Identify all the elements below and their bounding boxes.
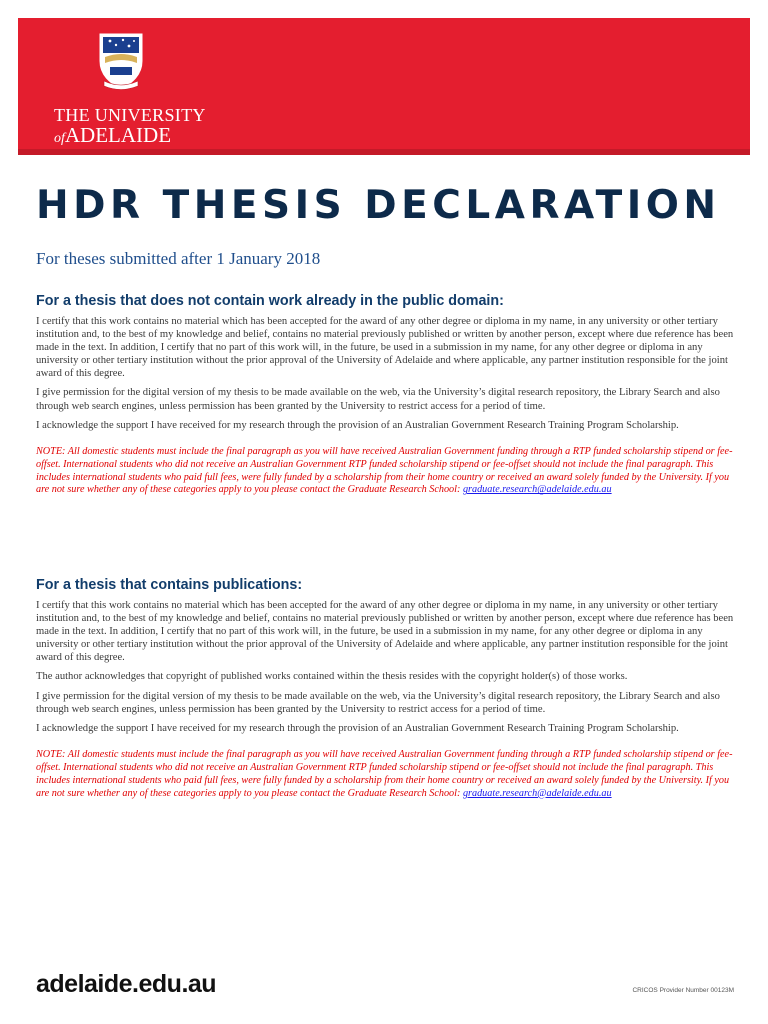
declaration-paragraph: I give permission for the digital version of my thesis to be made available on the web, via the University’s digital research repository, the Library Search and also through web search engines, unless permission has been granted by the University to restrict access for a period of time. [36,690,720,715]
declaration-paragraph: I certify that this work contains no material which has been accepted for the award of any other degree or diploma in my name, in any university or other tertiary institution and, to the best of my knowledge and belief, contains no material previously published or written by another person, except where due reference has been made in the text. In addition, I certify that no part of this work will, in the future, be used in a submission in my name, for any other degree or diploma in any university or other tertiary institution without the prior approval of the University of Adelaide and where applicable, any partner institution responsible for the joint award of this degree. [36,316,734,380]
section-public-domain [36,293,736,497]
note-paragraph [36,446,736,498]
university-name-line2 [54,125,206,146]
declaration-paragraph: I acknowledge the support I have received for my research through the provision of an Australian Government Research Training Program Scholarship. [36,722,679,734]
email-link[interactable]: graduate.research@adelaide.edu.au [462,787,612,799]
banner-bottom-stripe [18,149,750,155]
footer-website-url: adelaide.edu.au [36,970,217,998]
declaration-paragraph: I give permission for the digital version of my thesis to be made available on the web, via the University’s digital research repository, the Library Search and also through web search engines, unless permission has been granted by the University to restrict access for a period of time. [36,387,720,412]
declaration-paragraph: I certify that this work contains no material which has been accepted for the award of any other degree or diploma in my name, in any university or other tertiary institution and, to the best of my knowledge and belief, contains no material previously published or written by another person, except where due reference has been made in the text. In addition, I certify that no part of this work will, in the future, be used in a submission in my name, for any other degree or diploma in any university or other tertiary institution without the prior approval of the University of Adelaide and where applicable, any partner institution responsible for the joint award of this degree. [36,600,734,664]
page-title: HDR THESIS DECLARATION [36,183,721,228]
note-text: NOTE: All domestic students must include the final paragraph as you will have received Australian Government funding through a RTP funded scholarship stipend or fee-offset. International students who did not receive an Australian Government RTP funded scholarship stipend or fee-offset should not include the final paragraph. This includes international students who paid full fees, were fully funded by a scholarship from their home country or received an award solely funded by the University. If you are not sure whether any of these categories apply to you please contact the Graduate Research School: [36,748,733,799]
header-banner [18,18,750,155]
university-name-of: of [54,131,65,146]
cricos-provider-number: CRICOS Provider Number 00123M [632,987,734,994]
email-link[interactable]: graduate.research@adelaide.edu.au [462,484,612,496]
note-paragraph [36,749,736,801]
university-name-line1: THE UNIVERSITY [54,105,206,125]
section-publications [36,577,736,800]
declaration-paragraph: The author acknowledges that copyright of published works contained within the thesis resides with the copyright holder(s) of those works. [36,671,628,683]
page-subtitle: For theses submitted after 1 January 2018 [36,249,321,268]
declaration-paragraph: I acknowledge the support I have received for my research through the provision of an Australian Government Research Training Program Scholarship. [36,419,679,431]
university-crest-icon [96,31,146,93]
section-heading: For a thesis that does not contain work already in the public domain: [36,293,504,309]
university-name-adelaide: ADELAIDE [64,123,172,147]
note-text: NOTE: All domestic students must include the final paragraph as you will have received Australian Government funding through a RTP funded scholarship stipend or fee-offset. International students who did not receive an Australian Government RTP funded scholarship stipend or fee-offset should not include the final paragraph. This includes international students who paid full fees, were fully funded by a scholarship from their home country or received an award solely funded by the University. If you are not sure whether any of these categories apply to you please contact the Graduate Research School: [36,445,733,496]
university-wordmark [54,106,206,146]
section-heading: For a thesis that contains publications: [36,577,303,593]
